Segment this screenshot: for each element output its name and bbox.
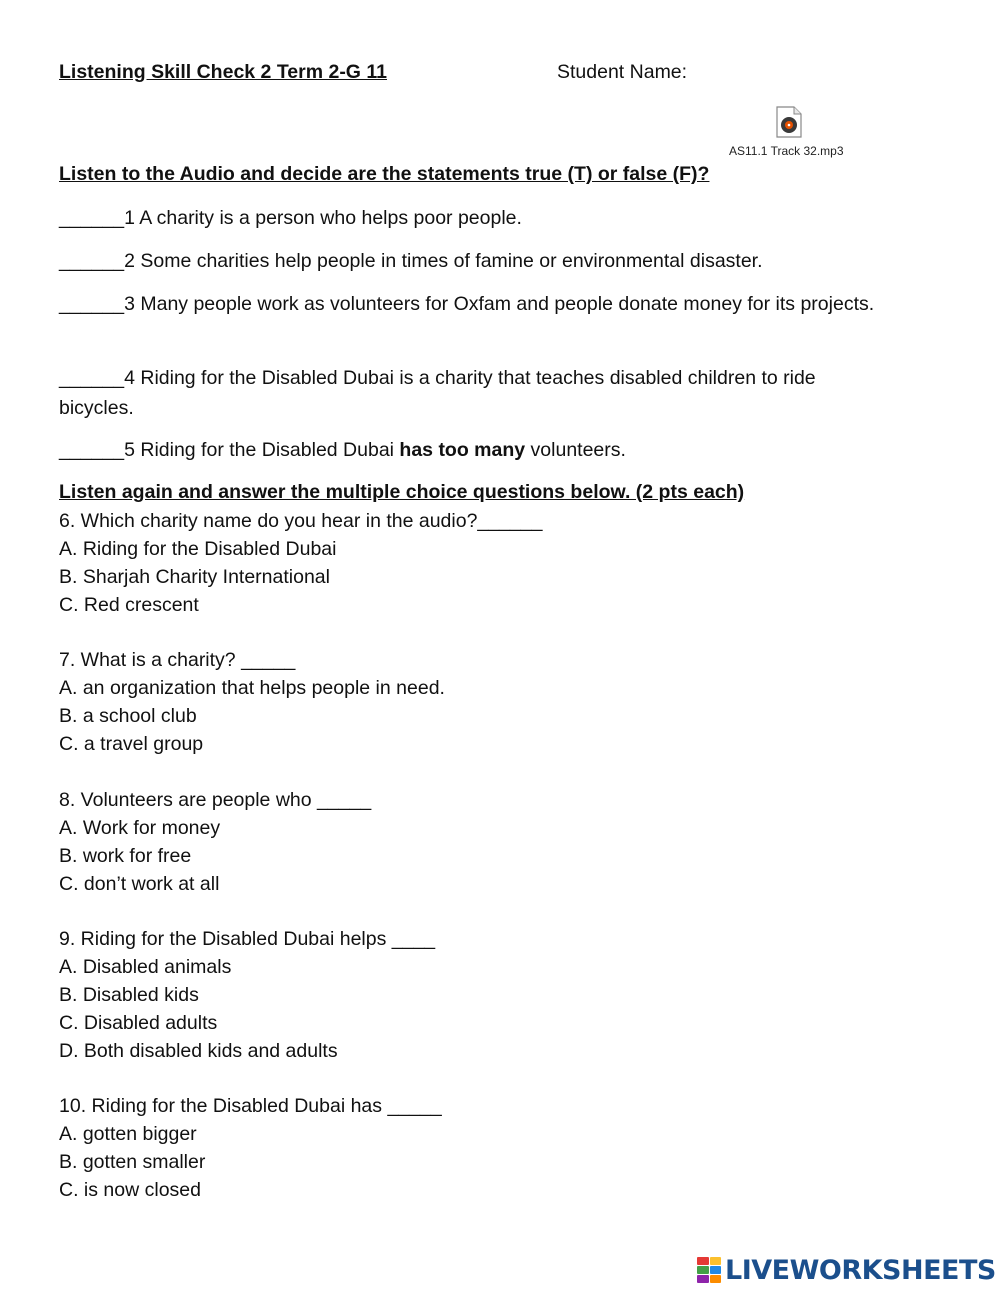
option[interactable]: C. don’t work at all [59,873,220,895]
question-9 [59,925,435,1065]
audio-filename[interactable]: AS11.1 Track 32.mp3 [729,144,844,158]
question-6 [59,507,542,619]
option[interactable]: A. Work for money [59,817,221,839]
liveworksheets-logo[interactable] [697,1254,996,1286]
option[interactable]: A. an organization that helps people in need. [59,677,445,699]
answer-blank[interactable]: ______ [59,250,125,272]
badge-cell [710,1257,722,1265]
option[interactable]: A. Riding for the Disabled Dubai [59,538,337,560]
option[interactable]: B. gotten smaller [59,1151,206,1173]
answer-blank[interactable]: ______ [59,207,125,229]
tf-statement-3: ______3 Many people work as volunteers for Oxfam and people donate money for its projects. [59,293,875,315]
question-text: 7. What is a charity? _____ [59,649,296,671]
question-8 [59,786,371,898]
badge-cell [697,1266,709,1274]
logo-text: LIVEWORKSHEETS [725,1254,996,1286]
option[interactable]: B. Sharjah Charity International [59,566,330,588]
badge-cell [697,1275,709,1283]
option[interactable]: C. Red crescent [59,594,199,616]
section2-instruction: Listen again and answer the multiple choice questions below. (2 pts each) [59,481,745,503]
option[interactable]: C. is now closed [59,1179,201,1201]
tf-statement-5: ______5 Riding for the Disabled Dubai has too many volunteers. [59,439,626,461]
option[interactable]: B. Disabled kids [59,984,199,1006]
student-name-label: Student Name: [557,61,688,83]
option[interactable]: B. a school club [59,705,197,727]
question-text: 8. Volunteers are people who _____ [59,789,372,811]
badge-cell [710,1266,722,1274]
question-text: 9. Riding for the Disabled Dubai helps ____ [59,928,436,950]
tf-statement-2: ______2 Some charities help people in times of famine or environmental disaster. [59,250,763,272]
option[interactable]: C. a travel group [59,733,204,755]
option[interactable]: C. Disabled adults [59,1012,218,1034]
audio-file-icon[interactable] [776,106,802,138]
tf-statement-1: ______1 A charity is a person who helps poor people. [59,207,522,229]
badge-cell [697,1257,709,1265]
question-10 [59,1092,442,1204]
option[interactable]: A. Disabled animals [59,956,232,978]
question-text: 10. Riding for the Disabled Dubai has _____ [59,1095,442,1117]
option[interactable]: B. work for free [59,845,192,867]
question-text: 6. Which charity name do you hear in the audio?______ [59,510,543,532]
badge-cell [710,1275,722,1283]
answer-blank[interactable]: ______ [59,367,125,389]
answer-blank[interactable]: ______ [59,439,125,461]
option[interactable]: A. gotten bigger [59,1123,197,1145]
worksheet-title: Listening Skill Check 2 Term 2-G 11 [59,61,388,83]
logo-badge-icon [697,1257,721,1283]
tf-statement-4: ______4 Riding for the Disabled Dubai is a charity that teaches disabled children to ride bicycles. [59,367,816,419]
question-7 [59,646,445,758]
answer-blank[interactable]: ______ [59,293,125,315]
section1-instruction: Listen to the Audio and decide are the statements true (T) or false (F)? [59,163,710,185]
option[interactable]: D. Both disabled kids and adults [59,1040,338,1062]
